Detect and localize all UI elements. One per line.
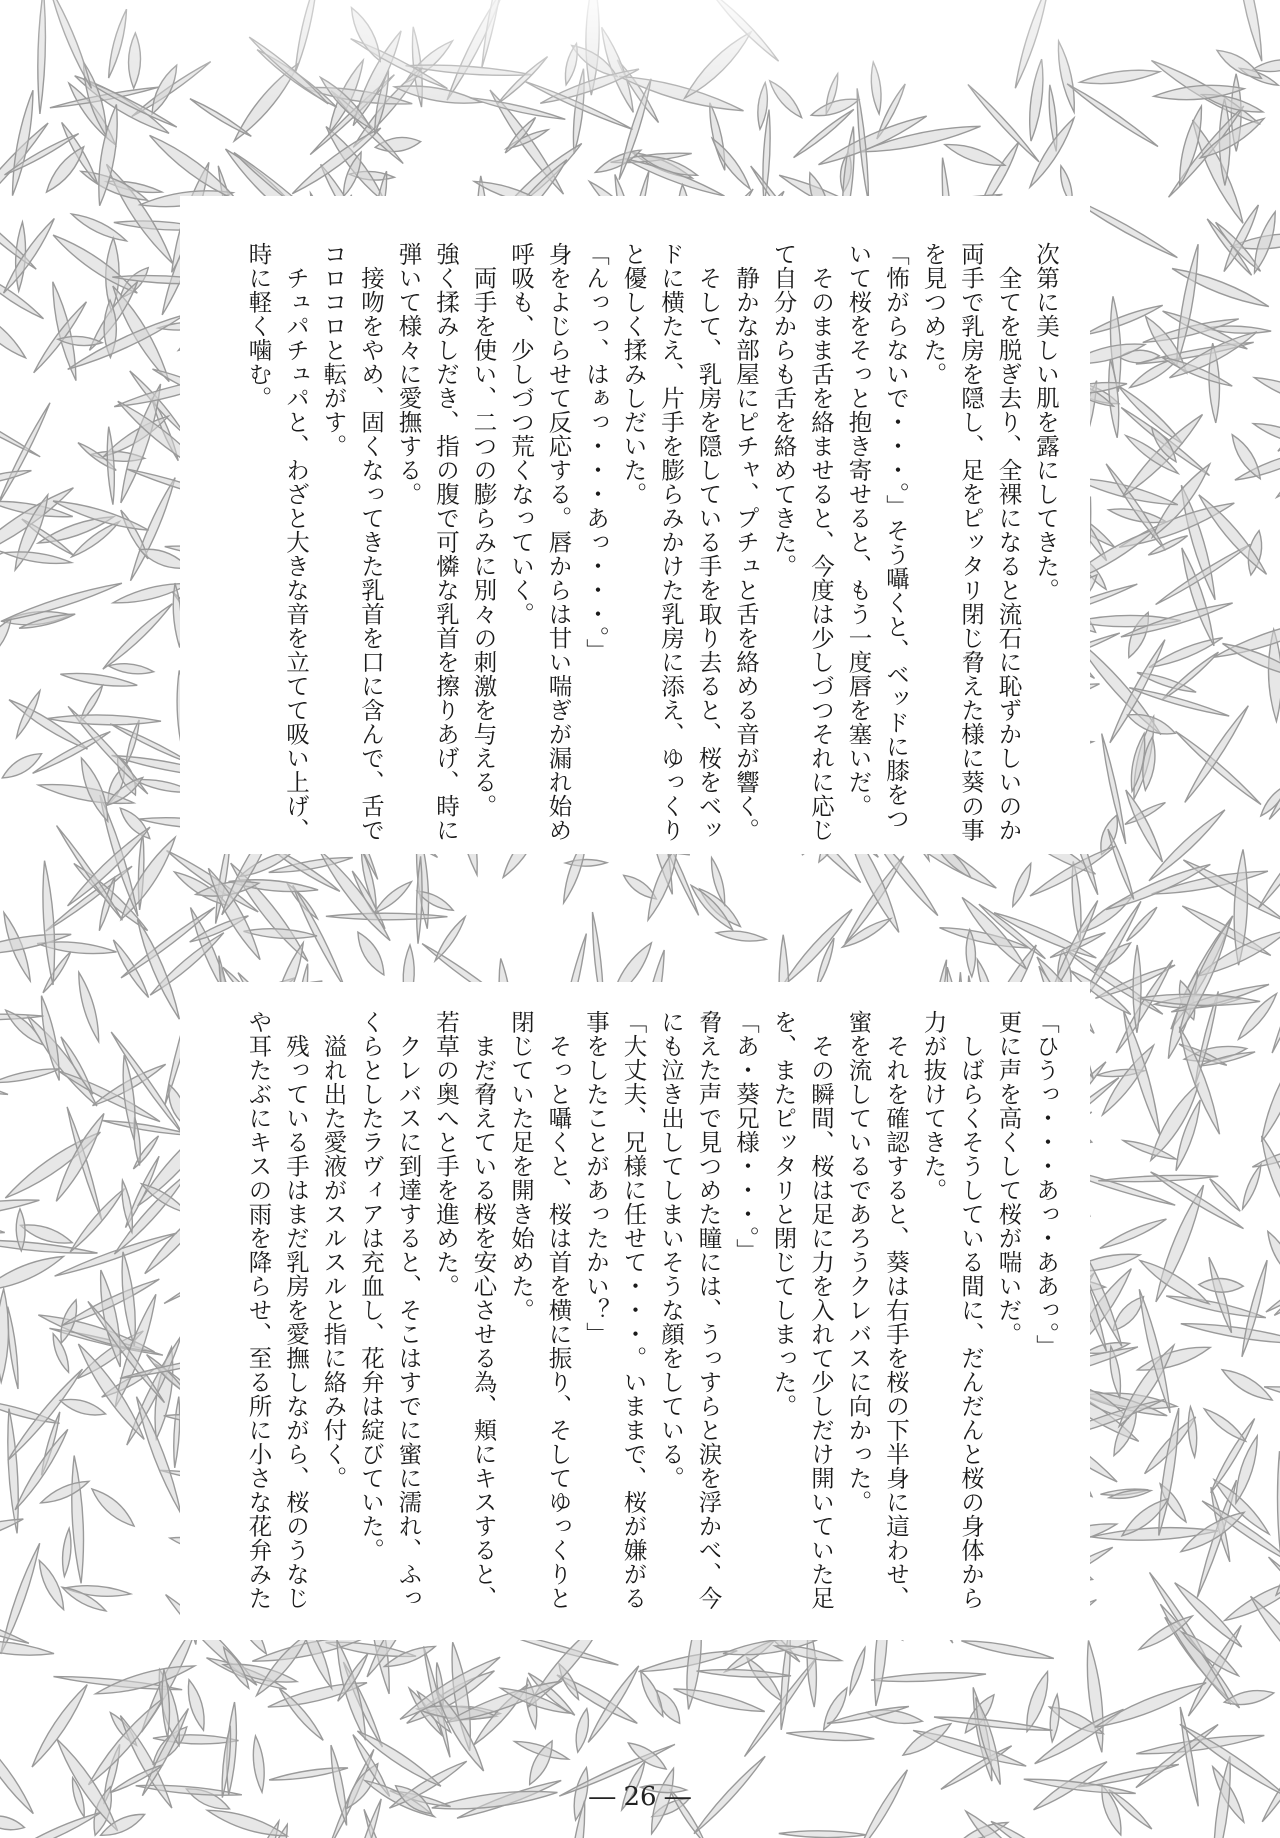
- leaf-shape: [39, 1477, 92, 1508]
- lower-text-column: [239, 1010, 1064, 1630]
- leaf-shape: [1201, 1405, 1248, 1445]
- leaf-shape: [5, 1408, 22, 1533]
- leaf-shape: [251, 1735, 267, 1792]
- text-line: そして、乳房を隠している手を取り去ると、桜をベッ: [694, 242, 723, 842]
- leaf-shape: [205, 1804, 289, 1838]
- leaf-shape: [1098, 1215, 1168, 1252]
- text-line: 「ひうっ・・・あっ・ああっ。」: [1032, 1010, 1060, 1359]
- text-line: 次第に美しい肌を露にしてきた。: [1032, 242, 1060, 602]
- leaf-shape: [585, 1664, 642, 1745]
- leaf-shape: [778, 906, 855, 990]
- leaf-shape: [1122, 788, 1167, 864]
- leaf-shape: [1252, 372, 1280, 411]
- leaf-shape: [786, 1729, 875, 1743]
- leaf-shape: [100, 601, 175, 672]
- text-line: 強く揉みしだき、指の腹で可憐な乳首を擦りあげ、時に: [432, 242, 460, 842]
- text-line: 残っている手はまだ乳房を愛撫しながら、桜のうなじ: [282, 1010, 310, 1610]
- text-line: 溢れ出た愛液がスルスルと指に絡み付く。: [319, 1010, 348, 1490]
- leaf-shape: [0, 1730, 38, 1817]
- leaf-shape: [27, 1681, 91, 1770]
- leaf-shape: [7, 1809, 103, 1838]
- leaf-shape: [0, 1812, 26, 1833]
- leaf-shape: [1239, 1163, 1264, 1210]
- leaf-shape: [0, 401, 52, 506]
- leaf-shape: [1172, 243, 1203, 366]
- text-line: を見つめた。: [919, 242, 948, 386]
- text-line: その瞬間、桜は足に力を入れて少しだけ開いていた足: [807, 1010, 835, 1610]
- text-line: 蜜を流しているであろうクレバスに向かった。: [844, 1010, 873, 1514]
- leaf-shape: [109, 1030, 185, 1136]
- leaf-shape: [108, 661, 154, 676]
- leaf-shape: [1021, 1669, 1054, 1733]
- leaf-shape: [961, 1637, 1055, 1663]
- text-line: 静かな部屋にピチャ、プチュと舌を絡める音が響く。: [732, 242, 760, 842]
- leaf-shape: [1106, 828, 1137, 900]
- text-line: そっと囁くと、桜は首を横に振り、そしてゆっくりと: [544, 1010, 573, 1610]
- leaf-shape: [1276, 1451, 1280, 1565]
- text-line: を、またピッタリと閉じてしまった。: [769, 1010, 798, 1418]
- leaf-shape: [1256, 1046, 1280, 1144]
- text-line: 力が抜けてきた。: [919, 1010, 948, 1202]
- leaf-shape: [1048, 1694, 1061, 1742]
- leaf-shape: [696, 1668, 791, 1680]
- leaf-shape: [1256, 1134, 1280, 1224]
- leaf-shape: [432, 915, 468, 963]
- text-line: 呼吸も、少しづつ荒くなっていく。: [507, 242, 535, 626]
- leaf-shape: [1252, 419, 1280, 450]
- leaf-shape: [1092, 1677, 1208, 1734]
- leaf-shape: [58, 1395, 107, 1420]
- text-line: 「大丈夫、兄様に任せて・・・。いままで、桜が嫌がる: [619, 1010, 648, 1610]
- leaf-shape: [371, 878, 414, 916]
- leaf-shape: [1272, 1260, 1280, 1319]
- leaf-shape: [779, 1830, 867, 1838]
- leaf-shape: [326, 913, 448, 920]
- text-line: 「怖がらないで・・・。」そう囁くと、ベッドに膝をつ: [882, 242, 910, 831]
- text-line: や耳たぶにキスの雨を降らせ、至る所に小さな花弁みた: [244, 1010, 273, 1610]
- leaf-shape: [0, 1210, 6, 1239]
- text-line: 時に軽く噛む。: [244, 242, 273, 410]
- text-line: 脅えた声で見つめた瞳には、うっすらと涙を浮かべ、今: [694, 1010, 723, 1610]
- leaf-shape: [1269, 933, 1280, 1054]
- text-line: て自分からも舌を絡めてきた。: [769, 242, 798, 578]
- lower-text-panel: [180, 982, 1090, 1640]
- text-line: 「んっっ、はぁっ・・・あっ・・・。」: [582, 242, 610, 663]
- leaf-shape: [625, 1738, 669, 1774]
- leaf-shape: [0, 1065, 60, 1086]
- text-line: と優しく揉みしだいた。: [619, 242, 648, 506]
- leaf-shape: [1238, 1259, 1270, 1357]
- text-line: ドに横たえ、片手を膨らみかけた乳房に添え、ゆっくり: [657, 242, 685, 842]
- text-line: 事をしたことがあったかい？」: [582, 1010, 610, 1346]
- text-line: 閉じていた足を開き始めた。: [507, 1010, 535, 1322]
- leaf-shape: [7, 696, 90, 753]
- leaf-shape: [61, 1528, 73, 1577]
- leaf-shape: [1134, 1722, 1220, 1790]
- leaf-shape: [0, 1289, 10, 1383]
- text-line: まだ脅えている桜を安心させる為、頬にキスすると、: [469, 1010, 498, 1610]
- text-line: 両手を使い、二つの膨らみに別々の刺激を与える。: [469, 242, 498, 818]
- leaf-shape: [327, 1744, 350, 1826]
- text-line: いて桜をそっと抱き寄せると、もう一度唇を塞いだ。: [844, 242, 873, 818]
- leaf-shape: [74, 971, 104, 1043]
- text-line: そのまま舌を絡ませると、今度は少しづつそれに応じ: [807, 242, 835, 842]
- leaf-shape: [1173, 729, 1263, 807]
- upper-text-panel: [180, 196, 1090, 854]
- leaf-shape: [1223, 1687, 1275, 1709]
- text-line: 更に声を高くして桜が喘いだ。: [994, 1010, 1023, 1346]
- leaf-shape: [1114, 1341, 1180, 1429]
- leaf-shape: [1198, 1278, 1243, 1293]
- page-number: ― 26 ―: [589, 1782, 691, 1812]
- leaf-shape: [67, 1186, 127, 1255]
- leaf-shape: [0, 303, 30, 362]
- leaf-shape: [116, 804, 154, 842]
- text-line: 接吻をやめ、固くなってきた乳首を口に含んで、舌で: [357, 242, 385, 842]
- text-line: 両手で乳房を隠し、足をピッタリ閉じ脅えた様に葵の事: [957, 242, 985, 842]
- leaf-shape: [69, 209, 129, 245]
- leaf-shape: [314, 846, 395, 944]
- leaf-shape: [819, 1685, 852, 1732]
- leaf-shape: [0, 748, 45, 783]
- text-line: 全てを脱ぎ去り、全裸になると流石に恥ずかしいのか: [994, 242, 1023, 842]
- text-line: 弾いて様々に愛撫する。: [394, 242, 423, 506]
- leaf-shape: [0, 1250, 66, 1297]
- leaf-shape: [1008, 862, 1035, 909]
- leaf-shape: [871, 1670, 986, 1684]
- leaf-shape: [840, 915, 893, 951]
- leaf-shape: [47, 714, 161, 726]
- leaf-shape: [0, 1513, 25, 1552]
- text-line: しばらくそうしている間に、だんだんと桜の身体から: [957, 1010, 985, 1610]
- leaf-shape: [50, 230, 141, 298]
- leaf-shape: [243, 927, 317, 941]
- text-line: 「あ・葵兄様・・・。」: [732, 1010, 760, 1263]
- leaf-shape: [88, 1484, 139, 1531]
- text-line: それを確認すると、葵は右手を桜の下半身に這わせ、: [882, 1010, 910, 1610]
- leaf-shape: [1205, 1256, 1235, 1334]
- leaf-shape: [3, 548, 72, 567]
- leaf-shape: [1219, 1364, 1276, 1406]
- text-line: 若草の奥へと手を進めた。: [432, 1010, 460, 1298]
- leaf-shape: [1187, 1406, 1199, 1457]
- leaf-shape: [105, 427, 116, 505]
- leaf-shape: [716, 928, 767, 943]
- leaf-shape: [573, 1708, 592, 1754]
- leaf-shape: [855, 1768, 910, 1838]
- leaf-shape: [69, 1455, 87, 1583]
- text-line: 身をよじらせて反応する。唇からは甘い喘ぎが漏れ始め: [544, 242, 573, 842]
- text-line: くらとしたラヴィアは充血し、花弁は綻びていた。: [357, 1010, 385, 1562]
- leaf-shape: [184, 1678, 209, 1732]
- leaf-shape: [1257, 782, 1280, 819]
- text-line: コロコロと転がす。: [319, 242, 348, 458]
- text-line: にも泣き出してしまいそうな顔をしている。: [657, 1010, 685, 1490]
- leaf-shape: [847, 1647, 869, 1695]
- leaf-shape: [41, 950, 73, 994]
- text-line: チュパチュパと、わざと大きな音を立てて吸い上げ、: [282, 242, 310, 842]
- leaf-shape: [1256, 827, 1280, 910]
- leaf-shape: [1174, 917, 1236, 1035]
- leaf-shape: [0, 216, 58, 296]
- upper-text-column: [239, 242, 1064, 842]
- leaf-shape: [0, 548, 4, 560]
- text-line: クレバスに到達すると、そこはすでに蜜に濡れ、ふっ: [394, 1010, 423, 1610]
